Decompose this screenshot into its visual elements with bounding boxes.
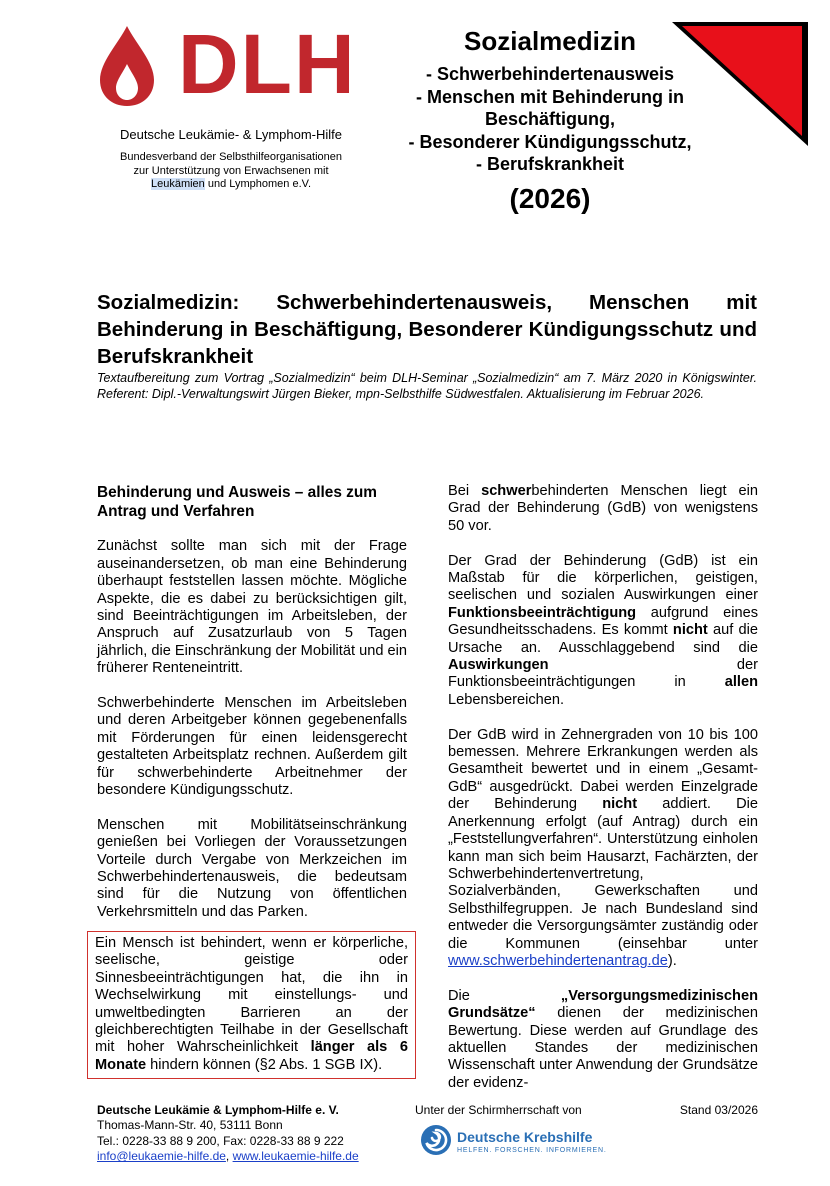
- left-column: [97, 483, 407, 939]
- document-status: Stand 03/2026: [679, 1103, 758, 1117]
- header-topic: - Besonderer Kündigungsschutz,: [408, 131, 692, 152]
- footer-phone: Tel.: 0228-33 88 9 200, Fax: 0228-33 88 9 222: [97, 1133, 344, 1148]
- footer-links: info@leukaemie-hilfe.de, www.leukaemie-hilfe.de: [97, 1149, 359, 1164]
- blood-drop-icon: [96, 24, 158, 108]
- logo-wordmark: DLH: [178, 17, 357, 111]
- header-title: Sozialmedizin: [464, 26, 636, 56]
- header-topics: [380, 63, 720, 176]
- header-topic: - Menschen mit Behinderung in: [415, 86, 684, 107]
- header-topic: - Berufskrankheit: [475, 154, 625, 174]
- paragraph: Der GdB wird in Zehnergraden von 10 bis 100 bemessen. Mehrere Erkrankungen werden als Gesamtheit bewertet und in einem „Gesamt-GdB“ ausgedrückt. Dabei werden Einzelgrade der Behinderung nicht addiert. Die Anerkennung erfolgt (auf Antrag) durch ein „Feststellungverfahren“. Unterstützung einholen kann man sich beim Hausarzt, Fachärzten, der Schwerbehindertenvertretung, Sozialverbänden, Gewerkschaften und Selbsthilfegruppen. Je nach Bundesland sind entweder die Versorgungsämter zuständig oder die Kommunen (einsehbar unter www.schwerbehindertenantrag.de).: [448, 726, 758, 969]
- dlh-logo: [96, 17, 366, 111]
- patron-name: Deutsche Krebshilfe: [457, 1129, 593, 1145]
- definition-text: Ein Mensch ist behindert, wenn er körperliche, seelische, geistige oder Sinnesbeeinträchtigungen hat, die ihn in Wechselwirkung mit einstellungs- und umweltbedingten Barrieren an der gleichberechtigten Teilhabe in der Gesellschaft mit hoher Wahrscheinlichkeit: [95, 935, 408, 1056]
- header-topic: Beschäftigung,: [484, 109, 615, 129]
- header-year: (2026): [509, 183, 591, 214]
- patron-tagline: HELFEN. FORSCHEN. INFORMIEREN.: [457, 1147, 607, 1154]
- org-sub-line: zur Unterstützung von Erwachsenen mit: [133, 164, 329, 177]
- paragraph: Der Grad der Behinderung (GdB) ist ein Maßstab für die körperlichen, geistigen, seelischen und sozialen Auswirkungen einer Funktionsbeeinträchtigung aufgrund eines Gesundheitsschadens. Es kommt nicht auf die Ursache an. Ausschlaggebend sind die Auswirkungen der Funktionsbeeinträchtigungen in allen Lebensbereichen.: [448, 552, 758, 708]
- email-link[interactable]: info@leukaemie-hilfe.de: [97, 1149, 226, 1164]
- definition-text: hindern können (§2 Abs. 1 SGB IX).: [146, 1056, 383, 1073]
- footer-contact: [97, 1103, 407, 1165]
- paragraph: Menschen mit Mobilitätseinschränkung genießen bei Vorliegen der Voraussetzungen Vorteile durch Vergabe von Merkzeichen im Schwerbehindertenausweis, die bedeutsam sind für die Nutzung von öffentlichen Verkehrsmitteln und das Parken.: [97, 816, 407, 920]
- article-intro: Textaufbereitung zum Vortrag „Sozialmedizin“ beim DLH-Seminar „Sozialmedizin“ am 7. März 2020 in Königswinter. Referent: Dipl.-Verwaltungswirt Jürgen Bieker, mpn-Selbsthilfe Südwestfalen. Aktualisierung im Februar 2026.: [97, 371, 757, 401]
- section-heading: Behinderung und Ausweis – alles zum Antrag und Verfahren: [97, 484, 377, 520]
- footer-org: Deutsche Leukämie & Lymphom-Hilfe e. V.: [97, 1103, 339, 1117]
- paragraph: Zunächst sollte man sich mit der Frage auseinandersetzen, ob man eine Behinderung überhaupt feststellen lassen möchte. Mögliche Aspekte, die es dabei zu berücksichtigen gilt, sind Beeinträchtigungen im Arbeitsleben, der Anspruch auf Zusatzurlaub von 5 Tagen jährlich, die Einschränkung der Mobilität und ein früherer Renteneintritt.: [97, 538, 407, 677]
- paragraph: Die „Versorgungsmedizinischen Grundsätze“ dienen der medizinischen Bewertung. Diese werden auf Grundlage des aktuellen Standes der medizinischen Wissenschaft unter Anwendung der Grundsätze der evidenz-: [448, 987, 758, 1091]
- paragraph: Bei schwerbehinderten Menschen liegt ein Grad der Behinderung (GdB) von wenigstens 50 vor.: [448, 483, 758, 534]
- spiral-icon: [420, 1124, 452, 1156]
- org-sub-text: und Lymphomen e.V.: [204, 178, 312, 190]
- krebshilfe-logo: [420, 1122, 607, 1160]
- definition-box: [87, 931, 416, 1079]
- paragraph: Schwerbehinderte Menschen im Arbeitsleben und deren Arbeitgeber können gegebenenfalls mit Förderungen für einen leidensgerecht gestalteten Arbeitsplatz rechnen. Außerdem gilt für schwerbehinderte Arbeitnehmer der besondere Kündigungsschutz.: [97, 695, 407, 799]
- header-topic: - Schwerbehindertenausweis: [425, 64, 675, 84]
- patron-label: Unter der Schirmherrschaft von: [415, 1103, 582, 1117]
- article-title: Sozialmedizin: Schwerbehindertenausweis, Menschen mit Behinderung in Beschäftigung, Besonderer Kündigungsschutz und Berufskrankheit: [97, 291, 757, 368]
- schwerbehindertenantrag-link[interactable]: www.schwerbehindertenantrag.de: [448, 952, 668, 969]
- corner-triangle-decoration: [670, 20, 810, 150]
- org-sub-line: [96, 178, 366, 192]
- org-name: Deutsche Leukämie- & Lymphom-Hilfe: [119, 127, 343, 142]
- right-column: [448, 483, 758, 1110]
- org-sub-line: Bundesverband der Selbsthilfeorganisationen: [120, 151, 342, 163]
- definition-emphasis: länger als 6 Monate: [95, 1039, 408, 1073]
- website-link[interactable]: www.leukaemie-hilfe.de: [232, 1149, 359, 1164]
- highlighted-word: Leukämien: [150, 178, 205, 190]
- footer-address: Thomas-Mann-Str. 40, 53111 Bonn: [97, 1118, 283, 1133]
- org-description: [96, 151, 366, 192]
